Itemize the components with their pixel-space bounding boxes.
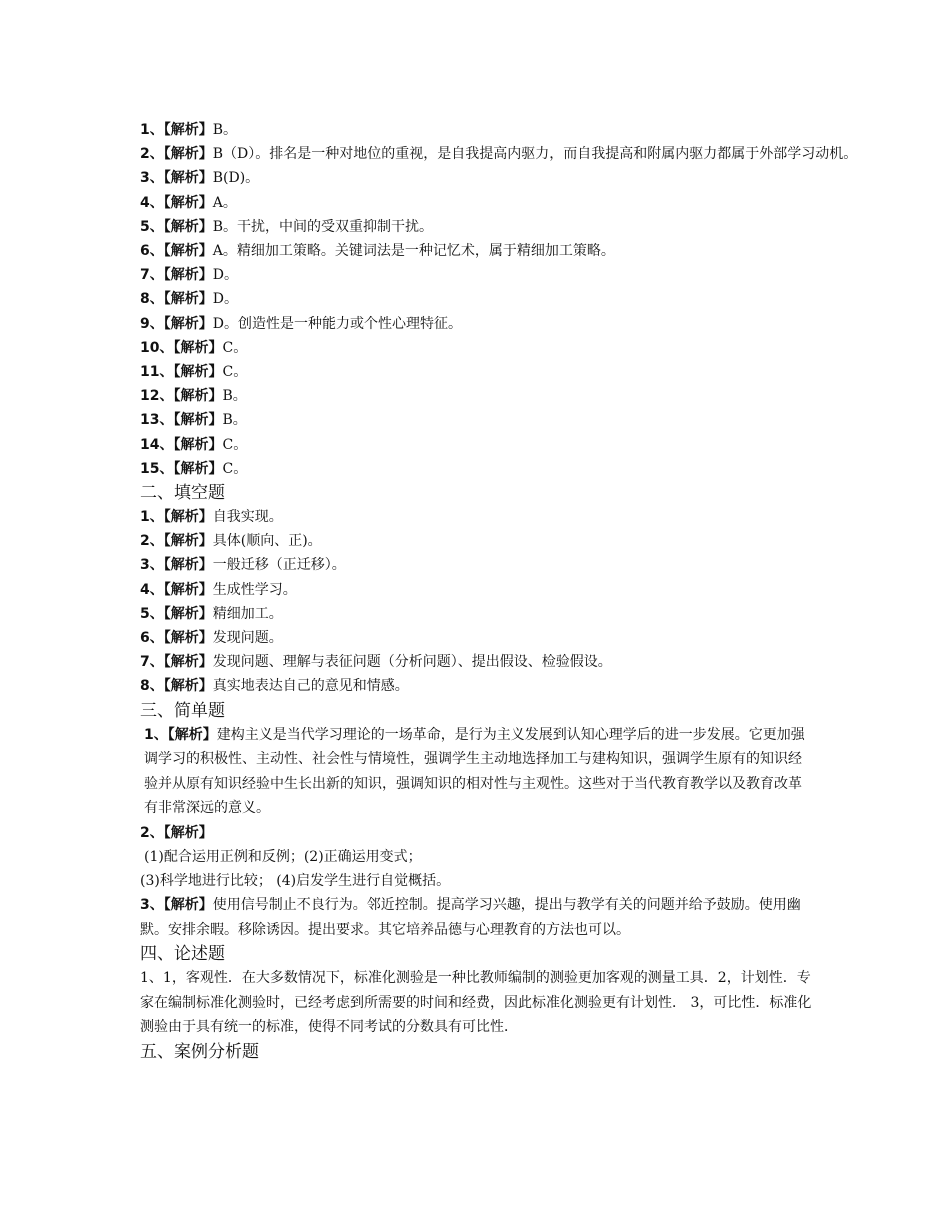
answer-text: C。 — [222, 436, 248, 453]
answer-text: 精细加工。 — [212, 605, 283, 622]
answer-text: D。 — [212, 291, 238, 308]
answer-tag: 【解析】 — [163, 897, 213, 914]
answer-text: B。干扰，中间的受双重抑制干扰。 — [212, 218, 434, 235]
answer-tag: 【解析】 — [173, 412, 223, 429]
answer-item — [140, 553, 815, 577]
answer-number: 2、 — [140, 146, 164, 163]
answer-text: B。 — [222, 412, 247, 429]
answer-tag: 【解析】 — [173, 460, 223, 477]
answer-text: B。 — [222, 388, 247, 405]
answer-number: 1、 — [140, 122, 164, 138]
answer-text: C。 — [222, 339, 248, 356]
answer-item — [140, 457, 815, 481]
answer-item — [140, 602, 815, 626]
answer-item — [140, 287, 815, 311]
answer-text: C。 — [222, 460, 248, 477]
answer-text: C。 — [222, 364, 248, 381]
answer-number: 5、 — [140, 605, 164, 622]
answer-text: D。 — [212, 267, 238, 284]
answer-number: 2、 — [140, 824, 164, 841]
section-short-answer-title: 三、简单题 — [140, 700, 225, 721]
part2-answers — [140, 505, 815, 699]
answer-item — [140, 166, 815, 190]
answer-text: 具体(顺向、正)。 — [212, 533, 322, 550]
section-fill-in-title: 二、填空题 — [140, 483, 225, 504]
answer-tag: 【解析】 — [163, 243, 213, 260]
answer-text: 自我实现。 — [212, 509, 283, 526]
answer-text: 建构主义是当代学习理论的一场革命，是行为主义发展到认知心理学后的进一步发展。它更加强调学习的积极性、主动性、社会性与情境性，强调学生主动地选择加工与建构知识，强调学生原有的知识经验并从原有知识经验中生长出新的知识，强调知识的相对性与主观性。这些对于当代教育教学以及教育改革有非常深远的意义。 — [144, 726, 805, 817]
answer-tag: 【解析】 — [163, 678, 213, 695]
answer-number: 7、 — [140, 654, 164, 671]
answer-content — [140, 118, 858, 1064]
answer-number: 8、 — [140, 291, 164, 308]
answer-tag: 【解析】 — [173, 436, 223, 453]
section-essay-title: 四、论述题 — [140, 944, 225, 965]
answer-tag: 【解析】 — [163, 315, 213, 332]
answer-number: 7、 — [140, 267, 164, 284]
answer-tag: 【解析】 — [163, 218, 213, 235]
answer-text: 一般迁移（正迁移）。 — [212, 557, 346, 574]
part1-answers — [140, 118, 858, 481]
answer-item — [140, 215, 815, 239]
answer-text: D。创造性是一种能力或个性心理特征。 — [212, 315, 462, 332]
answer-number: 4、 — [140, 194, 164, 211]
answer-tag: 【解析】 — [163, 170, 213, 187]
answer-text: B(D)。 — [212, 170, 260, 187]
answer-item — [140, 674, 815, 698]
answer-number: 2、 — [140, 533, 164, 550]
answer-item — [140, 118, 815, 142]
answer-item — [140, 191, 815, 215]
answer-item — [140, 239, 815, 263]
answer-text: B（D）。排名是一种对地位的重视，是自我提高内驱力，而自我提高和附属内驱力都属于外部学习动机。 — [212, 146, 858, 163]
short-answer-2-line1: (1)配合运用正例和反例；(2)正确运用变式； — [144, 848, 422, 865]
answer-tag: 【解析】 — [163, 509, 213, 526]
answer-number: 12、 — [140, 388, 174, 405]
answer-item — [140, 650, 815, 674]
answer-number: 11、 — [140, 364, 174, 381]
answer-tag: 【解析】 — [173, 364, 223, 381]
answer-item — [140, 312, 815, 336]
answer-tag: 【解析】 — [163, 581, 213, 598]
answer-number: 4、 — [140, 581, 164, 598]
answer-tag: 【解析】 — [163, 267, 213, 284]
section-case-analysis-title: 五、案例分析题 — [140, 1041, 259, 1062]
answer-number: 6、 — [140, 243, 164, 260]
answer-tag: 【解析】 — [163, 146, 213, 163]
answer-number: 3、 — [140, 897, 164, 914]
answer-text: 发现问题。 — [212, 630, 283, 647]
essay-answer: 1、1，客观性．在大多数情况下，标准化测验是一种比教师编制的测验更加客观的测量工具．2，计划性．专家在编制标准化测验时，已经考虑到所需要的时间和经费，因此标准化测验更有计划性． 3，可比性．标准化测验由于具有统一的标准，使得不同考试的分数具有可比性． — [140, 970, 812, 1036]
answer-number: 3、 — [140, 170, 164, 187]
answer-tag: 【解析】 — [163, 194, 213, 211]
answer-text: 真实地表达自己的意见和情感。 — [212, 678, 409, 695]
answer-text: 生成性学习。 — [212, 581, 297, 598]
answer-item — [140, 263, 815, 287]
answer-text: A。精细加工策略。关键词法是一种记忆术，属于精细加工策略。 — [212, 243, 615, 260]
answer-number: 15、 — [140, 460, 174, 477]
answer-item — [140, 142, 858, 166]
answer-number: 1、 — [140, 509, 164, 526]
short-answer-3 — [140, 893, 815, 942]
answer-number: 6、 — [140, 630, 164, 647]
answer-number: 3、 — [140, 557, 164, 574]
answer-text: B。 — [212, 122, 238, 138]
answer-tag: 【解析】 — [163, 605, 213, 622]
short-answer-2-line2: (3)科学地进行比较； (4)启发学生进行自觉概括。 — [140, 873, 451, 890]
answer-item — [140, 578, 815, 602]
answer-item — [140, 529, 815, 553]
answer-tag: 【解析】 — [173, 339, 223, 356]
answer-tag: 【解析】 — [173, 388, 223, 405]
answer-number: 13、 — [140, 412, 174, 429]
answer-item — [140, 360, 815, 384]
answer-text: 发现问题、理解与表征问题（分析问题）、提出假设、检验假设。 — [212, 654, 612, 671]
short-answer-1 — [140, 723, 815, 821]
answer-item — [140, 505, 815, 529]
answer-item — [140, 408, 815, 432]
answer-number: 5、 — [140, 218, 164, 235]
answer-number: 9、 — [140, 315, 164, 332]
answer-tag: 【解析】 — [163, 557, 213, 574]
answer-item — [140, 626, 815, 650]
answer-tag: 【解析】 — [167, 726, 217, 743]
answer-tag: 【解析】 — [163, 630, 213, 647]
answer-text: A。 — [212, 194, 237, 211]
answer-number: 10、 — [140, 339, 174, 356]
answer-text: 使用信号制止不良行为。邻近控制。提高学习兴趣，提出与教学有关的问题并给予鼓励。使用幽默。安排余暇。移除诱因。提出要求。其它培养品德与心理教育的方法也可以。 — [140, 897, 801, 938]
short-answer-2 — [140, 821, 815, 845]
answer-item — [140, 336, 815, 360]
answer-number: 1、 — [144, 726, 168, 743]
answer-tag: 【解析】 — [163, 291, 213, 308]
answer-tag: 【解析】 — [163, 122, 213, 138]
answer-tag: 【解析】 — [163, 824, 213, 841]
answer-tag: 【解析】 — [163, 654, 213, 671]
answer-item — [140, 384, 815, 408]
answer-item — [140, 433, 815, 457]
answer-number: 8、 — [140, 678, 164, 695]
answer-tag: 【解析】 — [163, 533, 213, 550]
answer-number: 14、 — [140, 436, 174, 453]
